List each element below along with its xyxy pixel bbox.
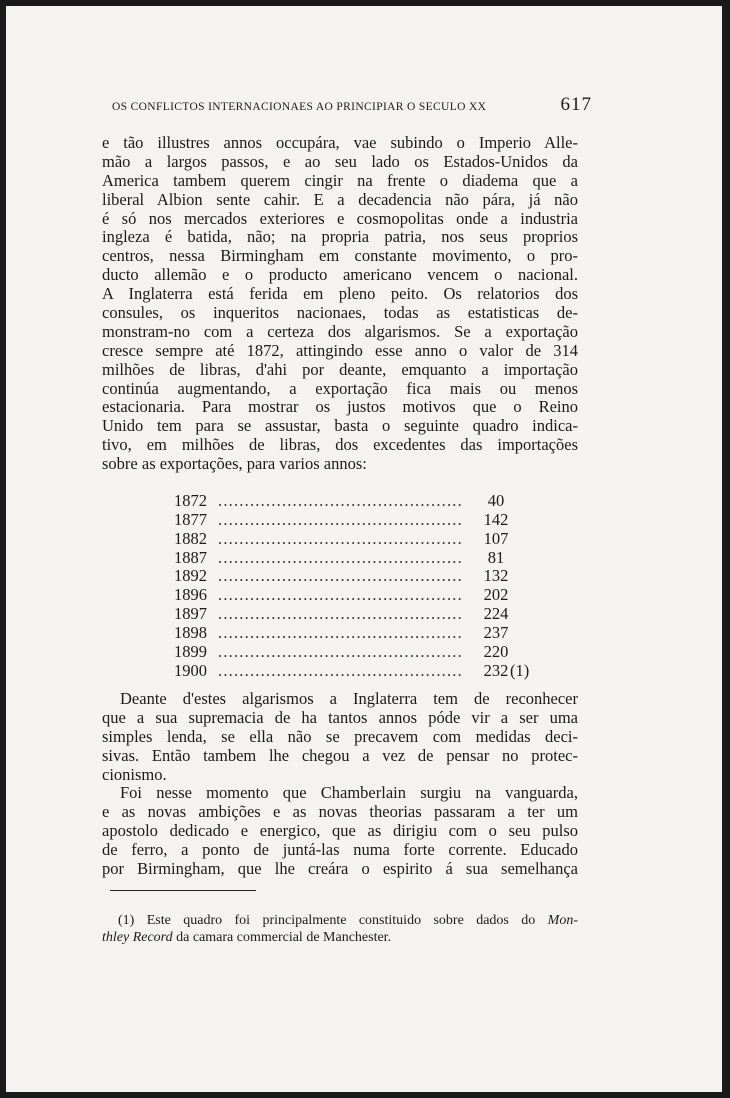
leader-dots: .............................................. <box>218 548 463 567</box>
table-year: 1877 <box>174 509 207 529</box>
table-value: 142 <box>483 509 509 529</box>
table-year: 1887 <box>174 547 207 567</box>
leader-dots: .............................................. <box>218 567 463 586</box>
table-year: 1900 <box>174 660 207 680</box>
text-line: e as novas ambições e as novas theorias passaram a ter um <box>102 802 578 822</box>
footnote-italic: Mon- <box>547 913 578 928</box>
leader-dots: .............................................. <box>218 661 463 680</box>
text-line: cresce sempre até 1872, attingindo esse anno o valor de 314 <box>102 340 578 360</box>
imports-excess-table <box>174 492 534 680</box>
running-head <box>112 94 592 115</box>
text-line: A Inglaterra está ferida em pleno peito. Os relatorios dos <box>102 284 578 304</box>
footnote <box>102 912 578 946</box>
text-line: sobre as exportações, para varios annos: <box>102 454 367 474</box>
text-line: estacionaria. Para mostrar os justos motivos que o Reino <box>102 397 578 417</box>
text-line: apostolo dedicado e energico, que as dirigiu com o seu pulso <box>102 821 578 841</box>
table-value: 224 <box>483 604 509 624</box>
table-year: 1892 <box>174 566 207 586</box>
leader-dots: .............................................. <box>218 586 463 605</box>
text-line: liberal Albion sente cahir. E a decadencia não pára, já não <box>102 189 578 209</box>
text-line: tivo, em milhões de libras, dos excedentes das importações <box>102 435 578 455</box>
text-line: e tão illustres annos occupára, vae subindo o Imperio Alle- <box>102 133 578 152</box>
footnote-divider <box>110 890 256 891</box>
footnote-text: (1) Este quadro foi principalmente constituido sobre dados do <box>118 913 536 928</box>
text-line: America tambem querem cingir na frente o diadema que a <box>102 170 578 190</box>
text-line: Unido tem para se assustar, basta o seguinte quadro indica- <box>102 416 578 436</box>
table-value: 132 <box>483 566 509 586</box>
footnote-text: da camara commercial de Manchester. <box>172 930 392 945</box>
text-line: é só nos mercados exteriores e cosmopolitas onde a industria <box>102 208 578 228</box>
text-line: ducto allemão e o producto americano vencem o nacional. <box>102 265 578 285</box>
text-line: cionismo. <box>102 764 167 784</box>
table-row <box>174 605 534 624</box>
table-row <box>174 662 534 681</box>
leader-dots: .............................................. <box>218 605 463 624</box>
text-line: Deante d'estes algarismos a Inglaterra tem de reconhecer <box>120 689 578 708</box>
table-value: 232 <box>483 660 509 680</box>
running-head-title: OS CONFLICTOS INTERNACIONAES AO PRINCIPIAR O SECULO XX <box>112 101 487 113</box>
table-year: 1872 <box>174 491 207 510</box>
text-line: de ferro, a ponto de juntá-las numa forte corrente. Educado <box>102 840 578 860</box>
page-number: 617 <box>560 94 592 115</box>
text-line: simples lenda, se ella não se precavem com medidas deci- <box>102 726 578 746</box>
paragraph-1 <box>102 134 578 474</box>
text-line: monstram-no com a certeza dos algarismos. Se a exportação <box>102 321 578 341</box>
leader-dots: .............................................. <box>218 510 463 529</box>
footnote-line <box>102 929 578 946</box>
table-value: 237 <box>483 622 509 642</box>
table-row <box>174 624 534 643</box>
table-year: 1897 <box>174 604 207 624</box>
table-row <box>174 511 534 530</box>
leader-dots: .............................................. <box>218 529 463 548</box>
text-line: milhões de libras, d'ahi por deante, emquanto a importação <box>102 359 578 379</box>
table-value: 202 <box>483 585 509 605</box>
table-year: 1898 <box>174 622 207 642</box>
table-row <box>174 549 534 568</box>
text-line: por Birmingham, que lhe creára o espirito á sua semelhança <box>102 859 578 879</box>
text-line: ingleza é batida, não; na propria patria, nos seus proprios <box>102 227 578 247</box>
leader-dots: .............................................. <box>218 642 463 661</box>
table-row <box>174 530 534 549</box>
table-year: 1896 <box>174 585 207 605</box>
table-value: 81 <box>487 547 505 567</box>
footnote-line <box>102 912 578 929</box>
text-line: continúa augmentando, a exportação fica mais ou menos <box>102 378 578 398</box>
table-value: 220 <box>483 641 509 661</box>
table-row <box>174 567 534 586</box>
text-line: que a sua supremacia de ha tantos annos póde vir a ser uma <box>102 707 578 727</box>
leader-dots: .............................................. <box>218 492 463 510</box>
text-line: consules, os inqueritos nacionaes, todas as estatisticas de- <box>102 303 578 323</box>
leader-dots: .............................................. <box>218 623 463 642</box>
table-row <box>174 586 534 605</box>
table-year: 1882 <box>174 528 207 548</box>
text-line: Foi nesse momento que Chamberlain surgiu na vanguarda, <box>120 783 578 803</box>
paragraph-2-and-3 <box>102 690 578 879</box>
table-row <box>174 492 534 511</box>
book-page <box>6 6 722 1092</box>
footnote-italic: thley Record <box>102 930 173 945</box>
table-value: 40 <box>487 491 505 510</box>
footnote-ref: (1) <box>510 660 530 680</box>
text-line: centros, nessa Birmingham em constante movimento, o pro- <box>102 246 578 266</box>
table-value: 107 <box>483 528 509 548</box>
text-line: sivas. Então tambem lhe chegou a vez de pensar no protec- <box>102 745 578 765</box>
text-line: mão a largos passos, e ao seu lado os Estados-Unidos da <box>102 151 578 171</box>
table-row <box>174 643 534 662</box>
table-year: 1899 <box>174 641 207 661</box>
